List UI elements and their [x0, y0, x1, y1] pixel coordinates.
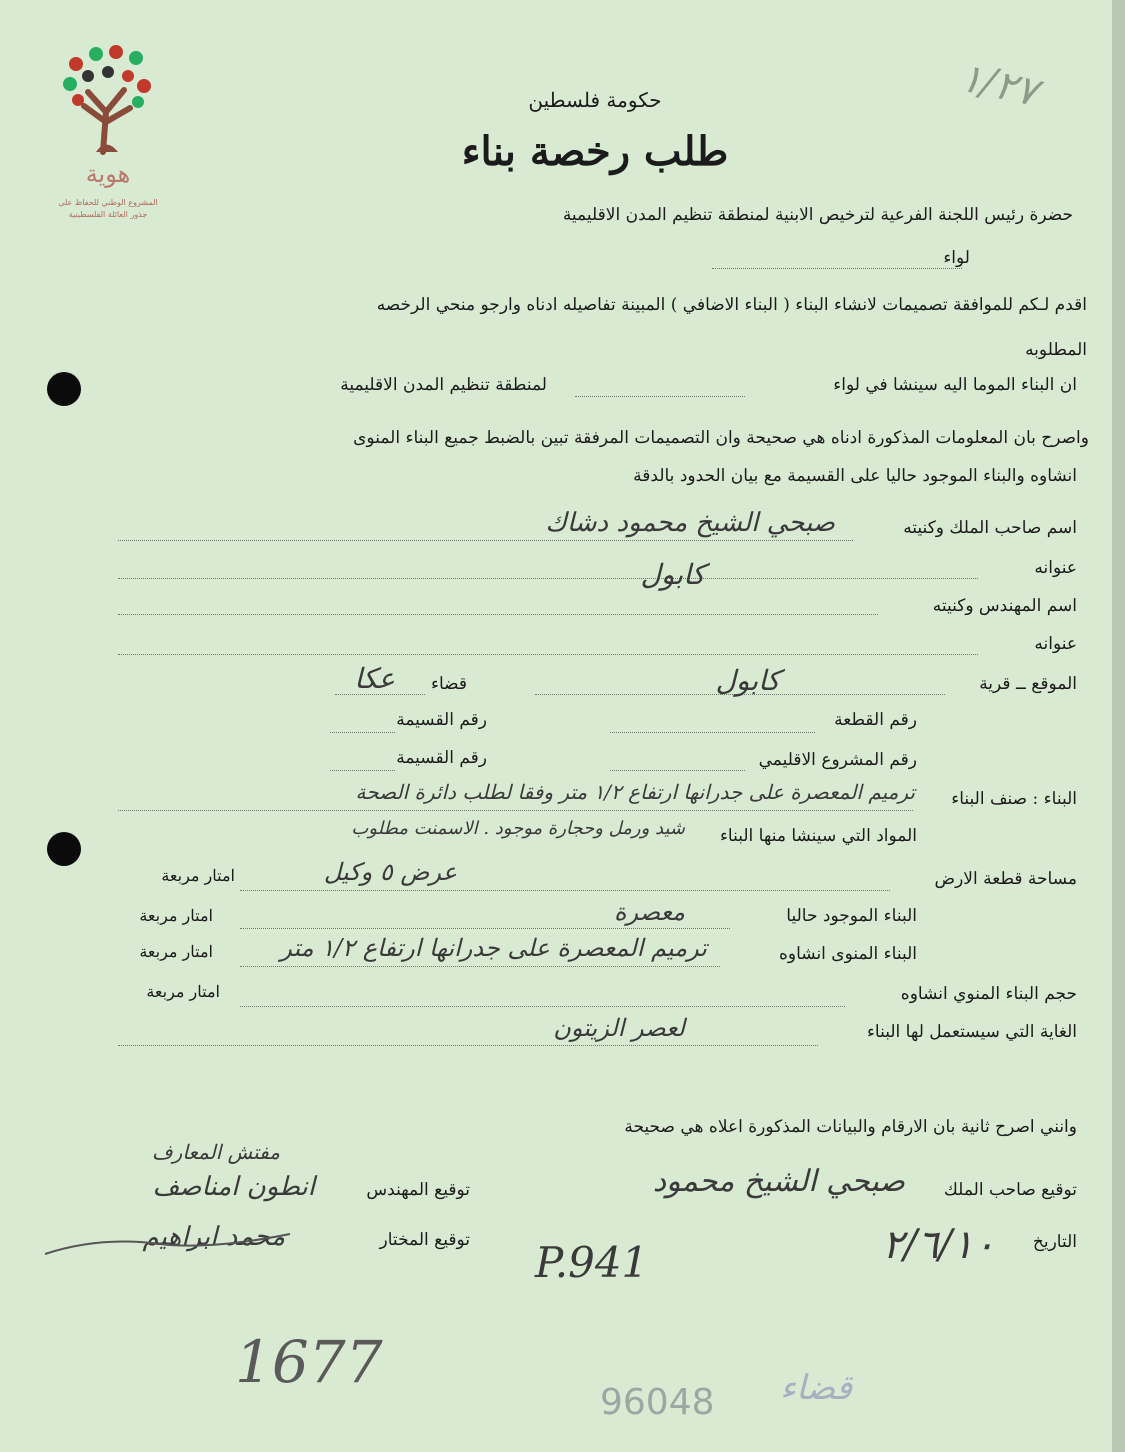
existing-unit: امتار مربعة	[139, 906, 213, 925]
qada-label: قضاء	[430, 674, 467, 694]
location-label: الموقع ــ قرية	[979, 674, 1077, 694]
engineer-address-dots	[118, 654, 978, 655]
date-value: ٢/٦/١٠	[882, 1222, 995, 1268]
district-label: لواء	[943, 248, 970, 268]
volume-unit: امتار مربعة	[146, 982, 220, 1001]
engineer-signature-top: مفتش المعارف	[151, 1140, 280, 1164]
building-type-value: ترميم المعصرة على جدرانها ارتفاع ١/٢ متر وفقا لطلب دائرة الصحة	[355, 780, 915, 804]
request-line-2: المطلوبه	[1025, 340, 1087, 360]
tree-logo-icon	[48, 42, 168, 162]
owner-address-value: كابول	[640, 558, 705, 591]
owner-address-dots	[118, 578, 978, 579]
declaration-line-2: انشاوه والبناء الموجود حاليا على القسيمة مع بيان الحدود بالدقة	[633, 466, 1077, 486]
mukhtar-signature: محمد ابراهيم	[142, 1222, 285, 1252]
parcel-dots	[330, 732, 395, 733]
planned-value: ترميم المعصرة على جدرانها ارتفاع ١/٢ متر	[280, 934, 707, 962]
second-declaration: وانني اصرح ثانية بان الارقام والبيانات المذكورة اعلاه هي صحيحة	[624, 1117, 1077, 1137]
mukhtar-signature-stroke	[40, 1226, 300, 1266]
engineer-label: اسم المهندس وكنيته	[932, 596, 1077, 616]
volume-label: حجم البناء المنوي انشاوه	[900, 984, 1077, 1004]
request-line-1: اقدم لـكم للموافقة تصميمات لانشاء البناء ( البناء الاضافي ) المبينة تفاصيله ادناه وارجو منحي الرخصه	[376, 295, 1087, 315]
location-value: كابول	[715, 664, 780, 697]
request-line-3a: ان البناء الموما اليه سينشا في لواء	[833, 375, 1077, 395]
materials-value: شيد ورمل وحجارة موجود . الاسمنت مطلوب	[351, 818, 685, 839]
stamp-number: 96048	[600, 1382, 715, 1423]
engineer-address-label: عنوانه	[1034, 634, 1077, 654]
engineer-signature: انطون امناصف	[152, 1172, 315, 1202]
district-dots	[712, 268, 962, 269]
page-edge	[1112, 0, 1125, 1452]
owner-label: اسم صاحب الملك وكنيته	[903, 518, 1077, 538]
logo-caption-1: المشروع الوطني للحفاظ على	[58, 198, 158, 207]
owner-signature-label: توقيع صاحب الملك	[943, 1180, 1077, 1200]
planned-label: البناء المنوى انشاوه	[778, 944, 917, 964]
existing-value: معصرة	[613, 898, 685, 926]
owner-dots	[118, 540, 853, 541]
parcel2-dots	[330, 770, 395, 771]
stamp-text: قضاء	[780, 1368, 853, 1408]
purpose-value: لعصر الزيتون	[553, 1014, 685, 1042]
existing-label: البناء الموجود حاليا	[786, 906, 917, 926]
owner-signature: صبحي الشيخ محمود	[652, 1164, 905, 1199]
building-type-dots	[118, 810, 913, 811]
purpose-label: الغاية التي سيستعمل لها البناء	[866, 1022, 1077, 1042]
parcel-label: رقم القسيمة	[396, 710, 487, 730]
materials-label: المواد التي سينشا منها البناء	[719, 826, 917, 846]
purpose-dots	[118, 1045, 818, 1046]
land-area-dots	[240, 890, 890, 891]
volume-dots	[240, 1006, 845, 1007]
engineer-dots	[118, 614, 878, 615]
engineer-signature-label: توقيع المهندس	[366, 1180, 470, 1200]
request-line-3b: لمنطقة تنظيم المدن الاقليمية	[340, 375, 547, 395]
district-build-dots	[575, 396, 745, 397]
project-dots	[610, 770, 745, 771]
declaration-line-1: واصرح بان المعلومات المذكورة ادناه هي صحيحة وان التصميمات المرفقة تبين بالضبط جميع البناء المنوى	[353, 428, 1089, 448]
mukhtar-signature-label: توقيع المختار	[379, 1230, 470, 1250]
land-area-value: عرض ٥ وكيل	[323, 858, 457, 886]
government-heading: حكومة فلسطين	[528, 88, 662, 112]
addressee-line: حضرة رئيس اللجنة الفرعية لترخيص الابنية لمنطقة تنظيم المدن الاقليمية	[562, 205, 1073, 225]
existing-dots	[240, 928, 730, 929]
owner-value: صبحي الشيخ محمود دشاك	[545, 508, 835, 538]
block-label: رقم القطعة	[834, 710, 917, 730]
parcel2-label: رقم القسيمة	[396, 748, 487, 768]
punch-hole-bottom	[47, 832, 81, 866]
logo-name: هوية	[85, 160, 131, 188]
building-type-label: البناء : صنف البناء	[951, 789, 1077, 809]
date-label: التاريخ	[1032, 1232, 1077, 1252]
planned-dots	[240, 966, 720, 967]
land-area-label: مساحة قطعة الارض	[934, 869, 1077, 889]
punch-hole-top	[47, 372, 81, 406]
corner-mark: ١/٢٧	[956, 54, 1042, 116]
qada-value: عكا	[354, 662, 395, 695]
planned-unit: امتار مربعة	[139, 942, 213, 961]
logo-caption-2: جذور العائلة الفلسطينية	[68, 210, 148, 219]
file-reference: P.941	[535, 1238, 649, 1287]
file-number: 1677	[235, 1328, 383, 1396]
owner-address-label: عنوانه	[1034, 558, 1077, 578]
land-area-unit: امتار مربعة	[161, 866, 235, 885]
page-title: طلب رخصة بناء	[461, 128, 729, 175]
block-dots	[610, 732, 815, 733]
logo	[48, 42, 168, 222]
project-label: رقم المشروع الاقليمي	[758, 750, 917, 770]
